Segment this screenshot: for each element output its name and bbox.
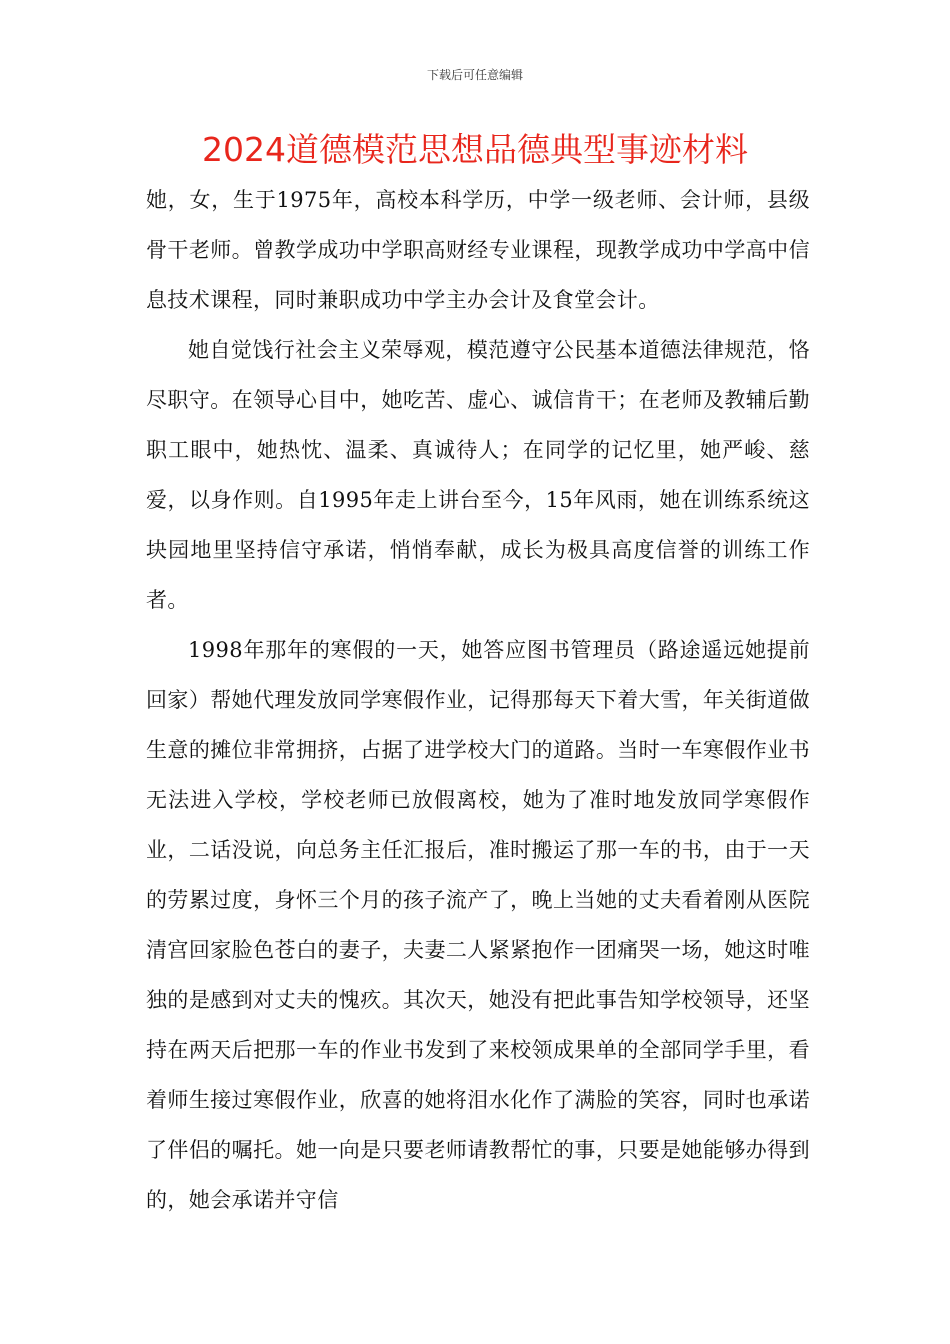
header-note: 下载后可任意编辑 bbox=[426, 68, 523, 82]
paragraph-2: 她自觉饯行社会主义荣辱观，模范遵守公民基本道德法律规范，恪尽职守。在领导心目中，她吃苦、虚心、诚信肯干；在老师及教辅后勤职工眼中，她热忱、温柔、真诚待人；在同学的记忆里，她严峻、慈爱，以身作则。自1995年走上讲台至今，15年风雨，她在训练系统这块园地里坚持信守承诺，悄悄奉献，成长为极具高度信誉的训练工作者。 bbox=[146, 338, 810, 612]
paragraph-3: 1998年那年的寒假的一天，她答应图书管理员（路途遥远她提前回家）帮她代理发放同学寒假作业，记得那每天下着大雪，年关街道做生意的摊位非常拥挤，占据了进学校大门的道路。当时一车寒假作业书无法进入学校，学校老师已放假离校，她为了准时地发放同学寒假作业，二话没说，向总务主任汇报后，准时搬运了那一车的书，由于一天的劳累过度，身怀三个月的孩子流产了，晚上当她的丈夫看着刚从医院清宫回家脸色苍白的妻子，夫妻二人紧紧抱作一团痛哭一场，她这时唯独的是感到对丈夫的愧疚。其次天，她没有把此事告知学校领导，还坚持在两天后把那一车的作业书发到了来校领成果单的全部同学手里，看着师生接过寒假作业，欣喜的她将泪水化作了满脸的笑容，同时也承诺了伴侣的嘱托。她一向是只要老师请教帮忙的事，只要是她能够办得到的，她会承诺并守信 bbox=[146, 638, 810, 1212]
paragraph-1: 她，女，生于1975年，高校本科学历，中学一级老师、会计师，县级骨干老师。曾教学成功中学职高财经专业课程，现教学成功中学高中信息技术课程，同时兼职成功中学主办会计及食堂会计。 bbox=[146, 188, 810, 312]
document-title: 2024道德模范思想品德典型事迹材料 bbox=[202, 130, 748, 169]
document-body bbox=[146, 175, 810, 1225]
